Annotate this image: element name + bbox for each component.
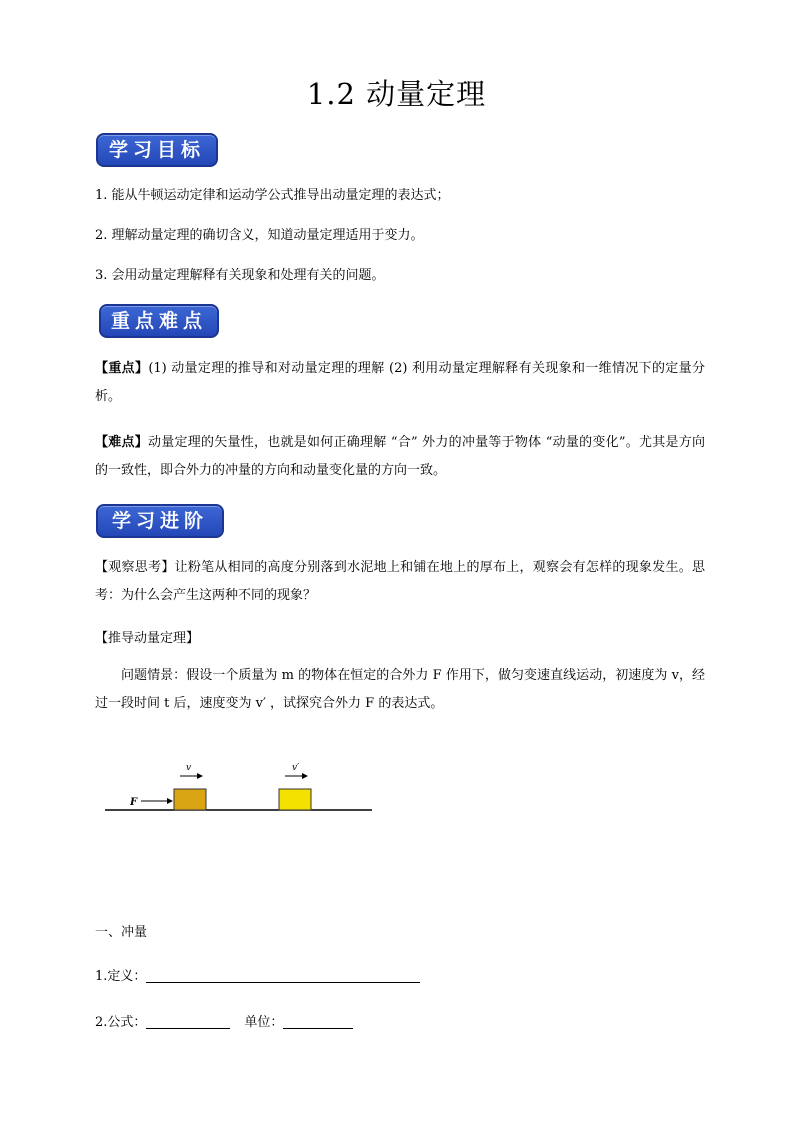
motion-diagram: [100, 758, 375, 816]
focus-text: (1) 动量定理的推导和对动量定理的理解 (2) 利用动量定理解释有关现象和一维情况下的定量分析。: [95, 361, 705, 404]
velocity-label: v: [186, 763, 192, 773]
goal-item-2: 2. 理解动量定理的确切含义，知道动量定理适用于变力。: [95, 228, 424, 243]
goal-item-3: 3. 会用动量定理解释有关现象和处理有关的问题。: [95, 268, 385, 283]
derive-heading: 【推导动量定理】: [95, 631, 200, 646]
difficulty-paragraph: [95, 429, 705, 485]
unit-blank[interactable]: [283, 1014, 353, 1029]
impulse-heading: 一、冲量: [95, 925, 148, 940]
page-title: 1.2 动量定理: [306, 77, 487, 111]
observe-text: 让粉笔从相同的高度分别落到水泥地上和铺在地上的厚布上，观察会有怎样的现象发生。思考：为什么会产生这两种不同的现象？: [95, 560, 705, 603]
velocity-prime-label: v′: [292, 763, 300, 773]
formula-row: [95, 1011, 353, 1030]
definition-blank[interactable]: [146, 968, 420, 983]
formula-blank[interactable]: [146, 1014, 230, 1029]
difficulty-label: 【难点】: [95, 435, 149, 450]
block-final: [279, 789, 311, 810]
key-difficulty-badge: 重点难点: [99, 304, 219, 338]
learning-advance-badge: 学习进阶: [96, 504, 224, 538]
focus-paragraph: [95, 355, 705, 411]
difficulty-text: 动量定理的矢量性，也就是如何正确理解 “合” 外力的冲量等于物体 “动量的变化”。尤其是方向的一致性，即合外力的冲量的方向和动量变化量的方向一致。: [95, 435, 705, 478]
learning-goals-badge: 学习目标: [96, 133, 218, 167]
goal-item-1: 1. 能从牛顿运动定律和运动学公式推导出动量定理的表达式；: [95, 188, 450, 203]
force-label: F: [130, 797, 138, 808]
scenario-paragraph: 问题情景：假设一个质量为 m 的物体在恒定的合外力 F 作用下，做匀变速直线运动，初速度为 v，经过一段时间 t 后，速度变为 v′ ，试探究合外力 F 的表达式。: [95, 668, 705, 711]
observe-label: 【观察思考】: [95, 560, 175, 575]
formula-label: 2.公式：: [95, 1015, 147, 1030]
definition-row: [95, 965, 420, 984]
unit-label: 单位：: [244, 1015, 284, 1030]
observe-paragraph: [95, 554, 705, 610]
block-initial: [174, 789, 206, 810]
definition-label: 1.定义：: [95, 969, 147, 984]
focus-label: 【重点】: [95, 361, 149, 376]
